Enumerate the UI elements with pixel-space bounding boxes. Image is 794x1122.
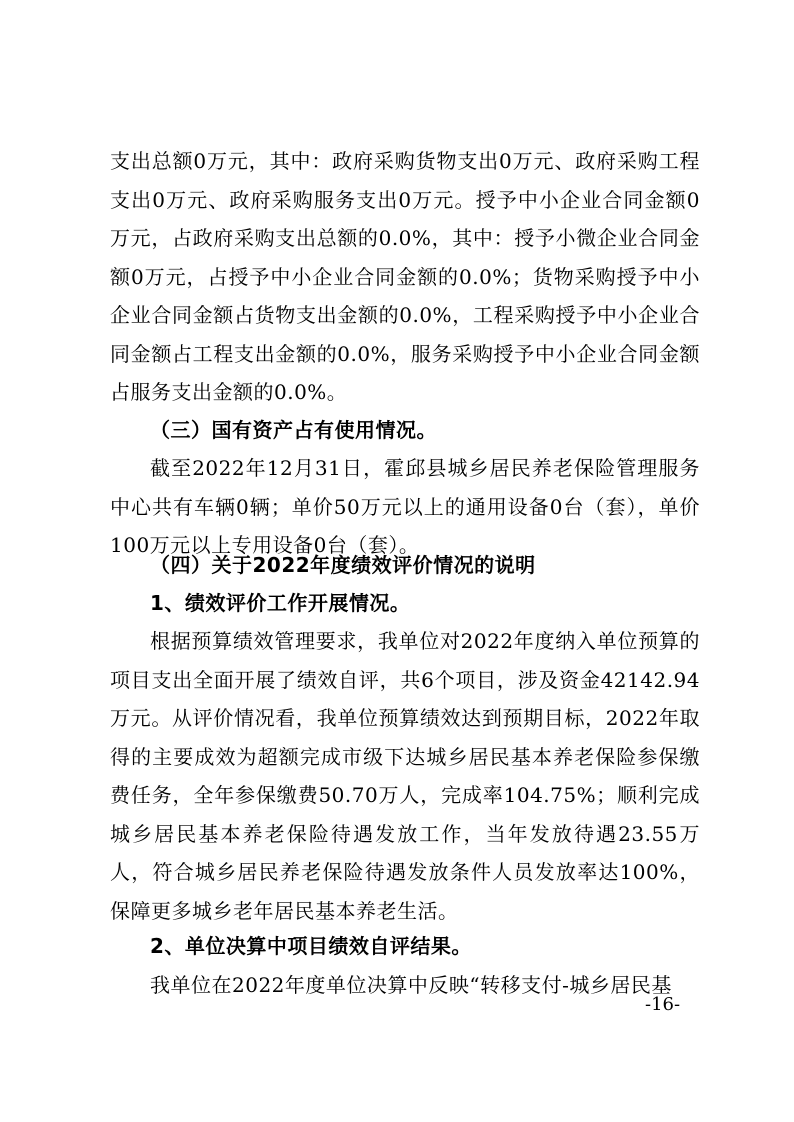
paragraph-performance-work: 根据预算绩效管理要求，我单位对2022年度纳入单位预算的项目支出全面开展了绩效自评，共6个项目，涉及资金42142.94万元。从评价情况看，我单位预算绩效达到预期目标，2022年取得的主要成效为超额完成市级下达城乡居民基本养老保险参保缴费任务，全年参保缴费50.70万人，完成率104.75%；顺利完成城乡居民基本养老保险待遇发放工作，当年发放待遇23.55万人，符合城乡居民养老保险待遇发放条件人员发放率达100%，保障更多城乡老年居民基本养老生活。 (110, 629, 700, 923)
paragraph-self-evaluation: 我单位在2022年度单位决算中反映“转移支付-城乡居民基 (150, 973, 672, 997)
paragraph-state-assets: 截至2022年12月31日，霍邱县城乡居民养老保险管理服务中心共有车辆0辆；单价50万元以上的通用设备0台（套），单价100万元以上专用设备0台（套）。 (110, 456, 700, 557)
section-heading-performance: （四）关于2022年度绩效评价情况的说明 (150, 553, 536, 577)
subheading-performance-work: 1、绩效评价工作开展情况。 (150, 591, 411, 615)
paragraph-procurement: 支出总额0万元，其中：政府采购货物支出0万元、政府采购工程支出0万元、政府采购服务支出0万元。授予中小企业合同金额0万元，占政府采购支出总额的0.0%，其中：授予小微企业合同金额0万元，占授予中小企业合同金额的0.0%；货物采购授予中小企业合同金额占货物支出金额的0.0%，工程采购授予中小企业合同金额占工程支出金额的0.0%，服务采购授予中小企业合同金额占服务支出金额的0.0%。 (110, 149, 700, 404)
subheading-self-evaluation: 2、单位决算中项目绩效自评结果。 (150, 934, 472, 958)
section-heading-state-assets: （三）国有资产占有使用情况。 (150, 418, 437, 442)
page-number: -16- (645, 994, 681, 1015)
